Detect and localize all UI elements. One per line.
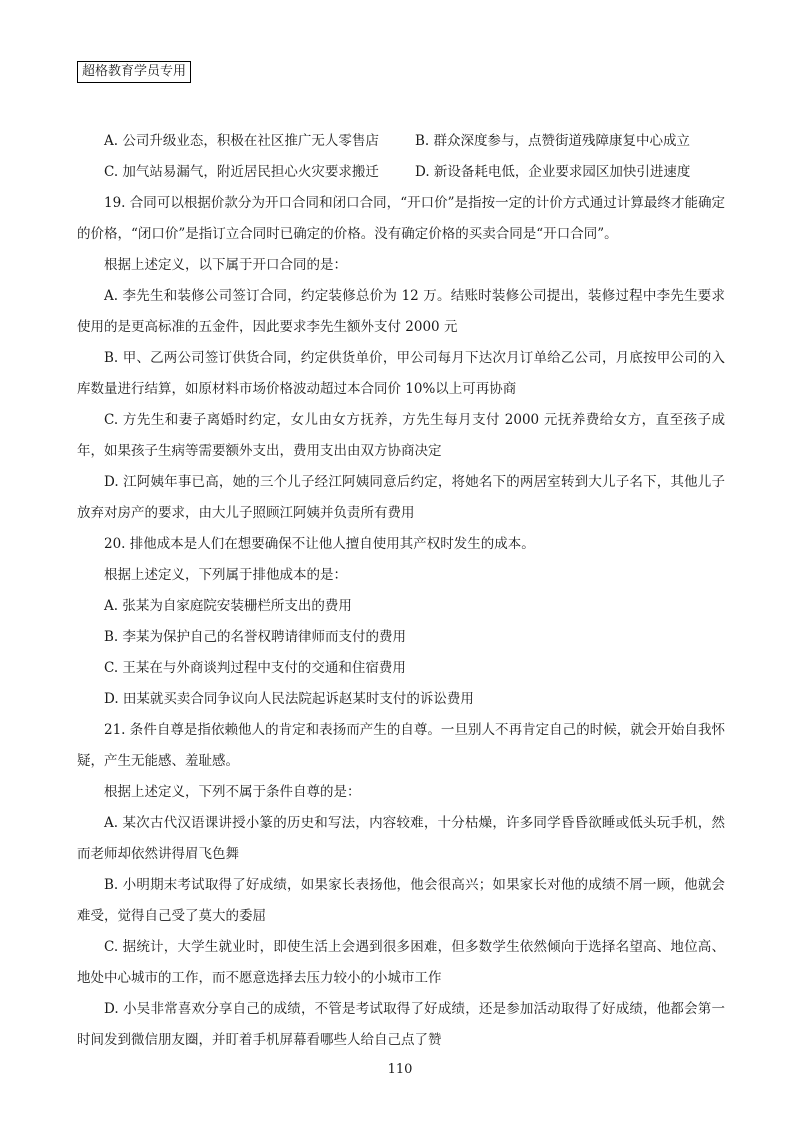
page-number: 110 <box>387 1062 413 1077</box>
q18-option-d: D. 新设备耗电低，企业要求园区加快引进速度 <box>415 164 691 180</box>
q19-option-b: B. 甲、乙两公司签订供货合同，约定供货单价，甲公司每月下达次月订单给乙公司，月底按甲公司的入库数量进行结算，如原材料市场价格波动超过本合同价 10%以上可再协商 <box>77 350 725 397</box>
q18-options-row1 <box>77 126 725 157</box>
page-content <box>77 126 725 1056</box>
header-stamp: 超格教育学员专用 <box>77 61 191 83</box>
q20-option-c: C. 王某在与外商谈判过程中支付的交通和住宿费用 <box>104 660 406 676</box>
q20-stem: 20. 排他成本是人们在想要确保不让他人擅自使用其产权时发生的成本。 <box>104 536 535 552</box>
q20-prompt: 根据上述定义，下列属于排他成本的是： <box>104 567 347 583</box>
q19-option-d: D. 江阿姨年事已高，她的三个儿子经江阿姨同意后约定，将她名下的两居室转到大儿子名下，其他儿子放弃对房产的要求，由大儿子照顾江阿姨并负责所有费用 <box>77 474 725 521</box>
q19-stem: 19. 合同可以根据价款分为开口合同和闭口合同，“开口价”是指按一定的计价方式通过计算最终才能确定的价格，“闭口价”是指订立合同时已确定的价格。没有确定价格的买卖合同是“开口合同”。 <box>77 195 725 242</box>
q18-option-c: C. 加气站易漏气，附近居民担心火灾要求搬迁 <box>104 164 379 180</box>
q18-option-a: A. 公司升级业态，积极在社区推广无人零售店 <box>104 133 379 149</box>
q19-prompt: 根据上述定义，以下属于开口合同的是： <box>104 257 347 273</box>
q20-option-d: D. 田某就买卖合同争议向人民法院起诉赵某时支付的诉讼费用 <box>104 691 474 707</box>
q20-option-a: A. 张某为自家庭院安装栅栏所支出的费用 <box>104 598 352 614</box>
q20-option-b: B. 李某为保护自己的名誉权聘请律师而支付的费用 <box>104 629 407 645</box>
q18-options-row2 <box>77 157 725 188</box>
q21-option-b: B. 小明期末考试取得了好成绩，如果家长表扬他，他会很高兴；如果家长对他的成绩不屑一顾，他就会难受，觉得自己受了莫大的委屈 <box>77 877 725 924</box>
q19-option-c: C. 方先生和妻子离婚时约定，女儿由女方抚养，方先生每月支付 2000 元抚养费给女方，直至孩子成年，如果孩子生病等需要额外支出，费用支出由双方协商决定 <box>77 412 725 459</box>
q19-option-a: A. 李先生和装修公司签订合同，约定装修总价为 12 万。结账时装修公司提出，装修过程中李先生要求使用的是更高标准的五金件，因此要求李先生额外支付 2000 元 <box>77 288 725 335</box>
q21-stem: 21. 条件自尊是指依赖他人的肯定和表扬而产生的自尊。一旦别人不再肯定自己的时候，就会开始自我怀疑，产生无能感、羞耻感。 <box>77 722 725 769</box>
q21-prompt: 根据上述定义，下列不属于条件自尊的是： <box>104 784 361 800</box>
q21-option-a: A. 某次古代汉语课讲授小篆的历史和写法，内容较难，十分枯燥，许多同学昏昏欲睡或低头玩手机，然而老师却依然讲得眉飞色舞 <box>77 815 725 862</box>
q21-option-d: D. 小吴非常喜欢分享自己的成绩，不管是考试取得了好成绩，还是参加活动取得了好成绩，他都会第一时间发到微信朋友圈，并盯着手机屏幕看哪些人给自己点了赞 <box>77 1001 725 1048</box>
q18-option-b: B. 群众深度参与，点赞街道残障康复中心成立 <box>415 133 691 149</box>
q21-option-c: C. 据统计，大学生就业时，即使生活上会遇到很多困难，但多数学生依然倾向于选择名望高、地位高、地处中心城市的工作，而不愿意选择去压力较小的小城市工作 <box>77 939 725 986</box>
